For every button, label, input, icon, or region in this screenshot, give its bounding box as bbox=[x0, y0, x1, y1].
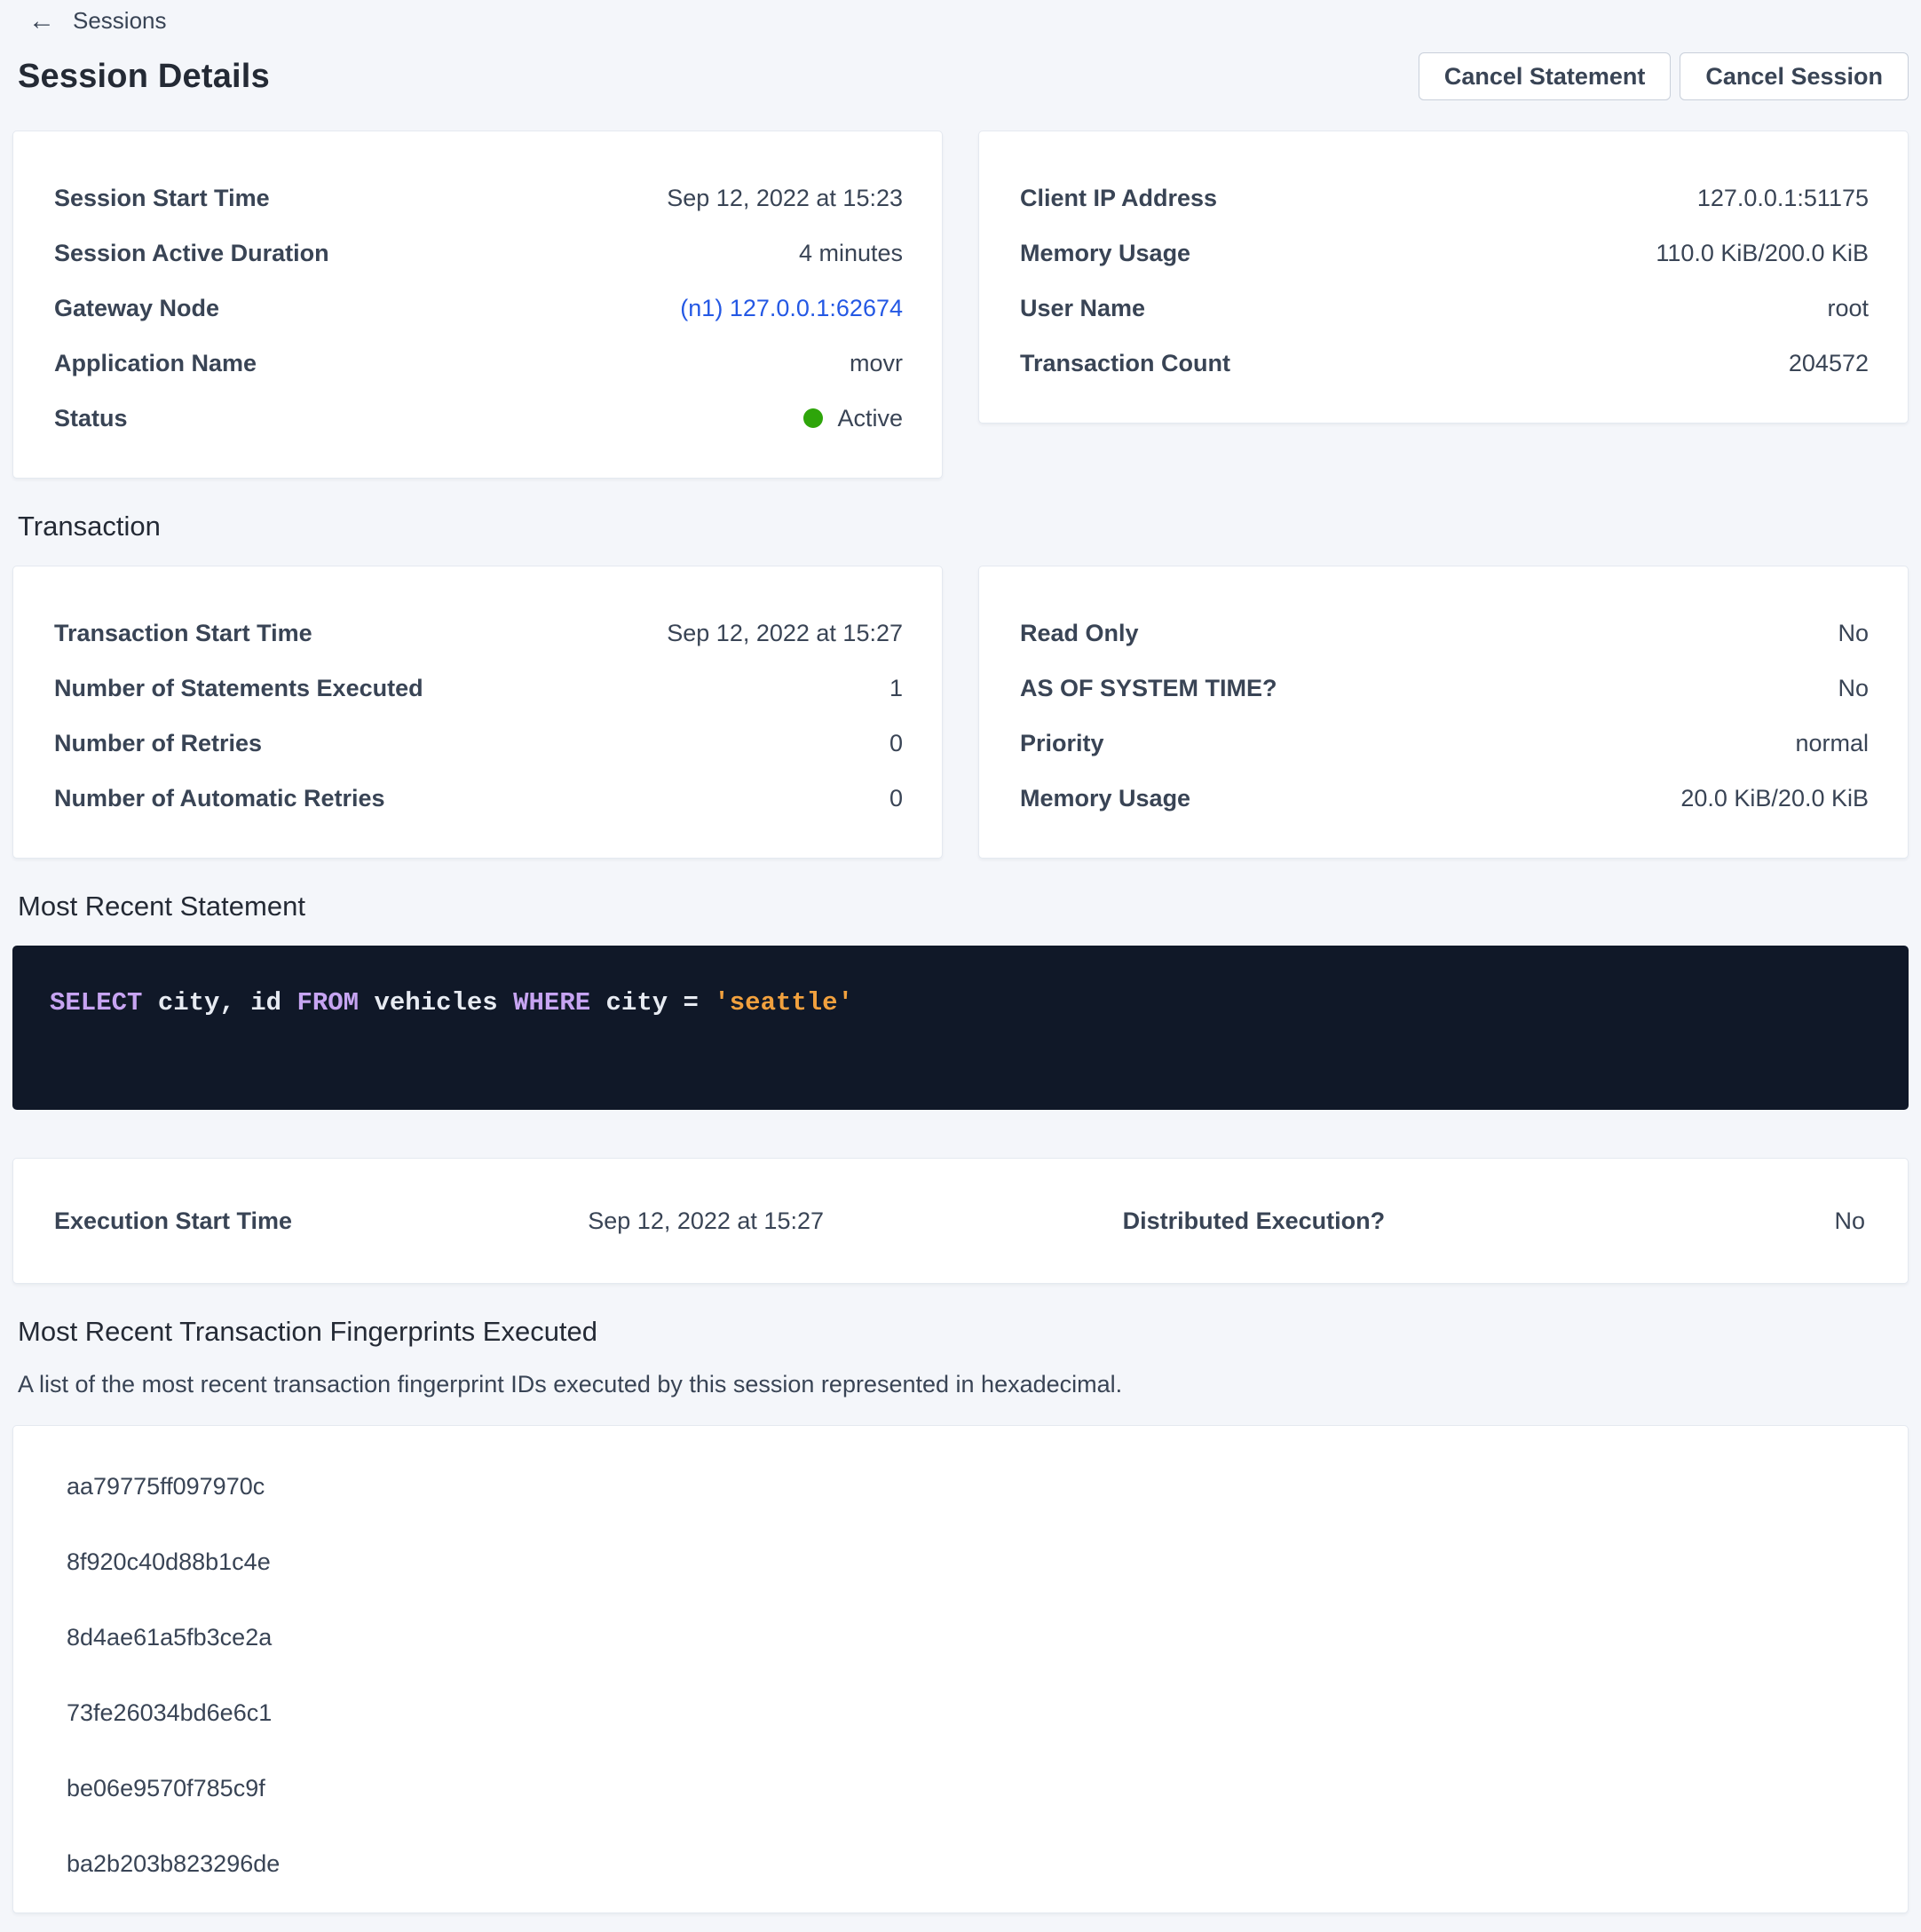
statements-executed-row bbox=[54, 661, 903, 716]
gateway-node-row bbox=[54, 281, 903, 336]
row-label: Priority bbox=[1020, 729, 1104, 756]
sql-token: city = bbox=[590, 988, 715, 1017]
retries-row bbox=[54, 716, 903, 771]
session-summary-card-right bbox=[978, 131, 1909, 424]
execution-start-time-pair bbox=[54, 1208, 824, 1235]
user-name-row bbox=[1020, 281, 1869, 336]
row-label: Client IP Address bbox=[1020, 184, 1218, 211]
row-value: 1 bbox=[889, 674, 903, 701]
session-summary-row bbox=[12, 131, 1909, 479]
row-label: AS OF SYSTEM TIME? bbox=[1020, 674, 1277, 701]
fingerprints-card bbox=[12, 1425, 1909, 1913]
row-label: Number of Retries bbox=[54, 729, 263, 756]
sql-token: 'seattle' bbox=[714, 988, 853, 1017]
fingerprint-list-item: aa79775ff097970c bbox=[67, 1473, 265, 1500]
sql-token: vehicles bbox=[359, 988, 514, 1017]
row-label: User Name bbox=[1020, 294, 1146, 321]
row-value: No bbox=[1838, 674, 1869, 701]
row-value: 204572 bbox=[1788, 349, 1869, 376]
row-label: Transaction Start Time bbox=[54, 619, 312, 646]
row-value: Sep 12, 2022 at 15:23 bbox=[667, 184, 903, 211]
sessions-back-link[interactable] bbox=[12, 0, 167, 35]
row-value: 127.0.0.1:51175 bbox=[1696, 184, 1869, 211]
row-label: Execution Start Time bbox=[54, 1207, 293, 1234]
row-value: No bbox=[1834, 1207, 1865, 1234]
row-label: Application Name bbox=[54, 349, 257, 376]
back-arrow-icon: ← bbox=[28, 5, 55, 36]
back-link-label: Sessions bbox=[73, 7, 167, 34]
distributed-execution-pair bbox=[1123, 1208, 1865, 1235]
row-value: normal bbox=[1795, 729, 1869, 756]
transaction-card-left bbox=[12, 566, 943, 859]
sql-statement-box bbox=[12, 946, 1909, 1110]
row-label: Memory Usage bbox=[1020, 239, 1191, 266]
row-label: Number of Statements Executed bbox=[54, 674, 423, 701]
sql-statement-text bbox=[50, 988, 1871, 1017]
execution-details-card bbox=[12, 1158, 1909, 1284]
page-header bbox=[12, 52, 1909, 100]
transaction-cards-row bbox=[12, 566, 1909, 859]
transaction-card-right bbox=[978, 566, 1909, 859]
status-row bbox=[54, 391, 903, 446]
execution-row bbox=[54, 1208, 1865, 1235]
row-value: 110.0 KiB/200.0 KiB bbox=[1656, 239, 1869, 266]
transaction-memory-usage-row bbox=[1020, 771, 1869, 826]
row-label: Session Start Time bbox=[54, 184, 270, 211]
row-label: Status bbox=[54, 404, 128, 432]
application-name-row bbox=[54, 336, 903, 391]
row-label: Read Only bbox=[1020, 619, 1139, 646]
page-title: Session Details bbox=[18, 57, 270, 95]
fingerprints-description: A list of the most recent transaction fingerprint IDs executed by this session represented in hexadecimal. bbox=[18, 1371, 1123, 1398]
session-active-duration-row bbox=[54, 226, 903, 281]
row-value: No bbox=[1838, 619, 1869, 646]
row-value: 0 bbox=[889, 729, 903, 756]
session-start-time-row bbox=[54, 170, 903, 226]
session-summary-card-left bbox=[12, 131, 943, 479]
status-active-dot-icon bbox=[803, 408, 823, 428]
row-value: 4 minutes bbox=[798, 239, 903, 266]
automatic-retries-row bbox=[54, 771, 903, 826]
fingerprint-list-item: be06e9570f785c9f bbox=[67, 1775, 265, 1801]
client-ip-row bbox=[1020, 170, 1869, 226]
row-value: movr bbox=[850, 349, 903, 376]
gateway-node-link[interactable]: (n1) 127.0.0.1:62674 bbox=[680, 294, 903, 321]
header-actions bbox=[1419, 52, 1909, 100]
transaction-count-row bbox=[1020, 336, 1869, 391]
row-value: Sep 12, 2022 at 15:27 bbox=[667, 619, 903, 646]
status-badge: Active bbox=[837, 404, 903, 432]
memory-usage-row bbox=[1020, 226, 1869, 281]
row-label: Memory Usage bbox=[1020, 784, 1191, 812]
row-label: Transaction Count bbox=[1020, 349, 1231, 376]
cancel-statement-button[interactable]: Cancel Statement bbox=[1419, 52, 1672, 100]
fingerprint-list-item: ba2b203b823296de bbox=[67, 1850, 281, 1877]
priority-row bbox=[1020, 716, 1869, 771]
fingerprints-section-heading: Most Recent Transaction Fingerprints Executed bbox=[18, 1316, 598, 1347]
row-label: Gateway Node bbox=[54, 294, 220, 321]
fingerprint-list-item: 8d4ae61a5fb3ce2a bbox=[67, 1624, 273, 1651]
row-label: Distributed Execution? bbox=[1122, 1207, 1386, 1234]
cancel-session-button[interactable]: Cancel Session bbox=[1680, 52, 1909, 100]
as-of-system-time-row bbox=[1020, 661, 1869, 716]
row-value: Sep 12, 2022 at 15:27 bbox=[588, 1207, 824, 1234]
row-value: root bbox=[1827, 294, 1869, 321]
most-recent-statement-heading: Most Recent Statement bbox=[18, 891, 305, 922]
read-only-row bbox=[1020, 606, 1869, 661]
fingerprint-list-item: 8f920c40d88b1c4e bbox=[67, 1548, 271, 1575]
sql-token: FROM bbox=[296, 988, 360, 1017]
row-value: 20.0 KiB/20.0 KiB bbox=[1680, 784, 1869, 812]
sql-token: WHERE bbox=[513, 988, 591, 1017]
row-label: Session Active Duration bbox=[54, 239, 329, 266]
row-value: 0 bbox=[889, 784, 903, 812]
status-value bbox=[803, 405, 903, 432]
transaction-section-heading: Transaction bbox=[18, 511, 161, 542]
transaction-start-time-row bbox=[54, 606, 903, 661]
sql-token: city, id bbox=[142, 988, 297, 1017]
row-label: Number of Automatic Retries bbox=[54, 784, 385, 812]
fingerprint-list-item: 73fe26034bd6e6c1 bbox=[67, 1699, 273, 1726]
sql-token: SELECT bbox=[50, 988, 143, 1017]
